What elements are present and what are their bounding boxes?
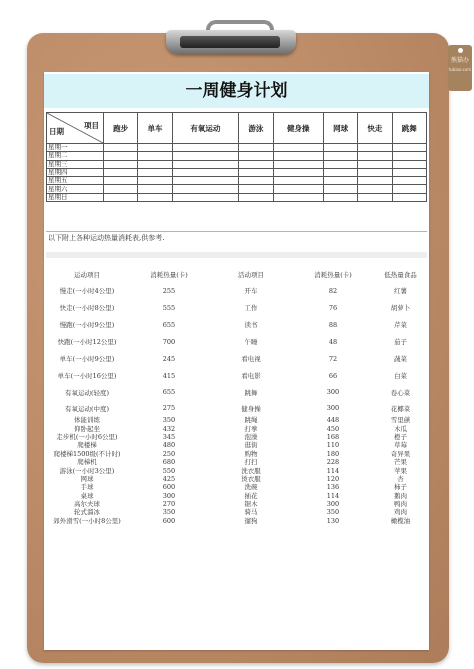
reference-cell: 255 — [162, 286, 176, 295]
tag-subtext: tubiao.com — [448, 67, 472, 72]
divider-line — [46, 231, 427, 232]
reference-cell: 洗碗 — [244, 483, 258, 492]
reference-cell: 工作 — [244, 304, 258, 312]
plan-cell[interactable] — [239, 177, 273, 185]
plan-cell[interactable] — [172, 160, 239, 168]
activity-header: 有氧运动 — [172, 113, 239, 144]
reference-cell: 洗衣服 — [241, 466, 261, 475]
reference-cell: 红薯 — [394, 287, 407, 295]
reference-cell: 480 — [162, 441, 176, 450]
plan-cell[interactable] — [172, 177, 239, 185]
plan-cell[interactable] — [358, 193, 392, 201]
weekly-row — [47, 152, 427, 160]
gray-band — [46, 252, 427, 258]
reference-cell: 花椰菜 — [390, 404, 411, 413]
day-label: 星期日 — [47, 193, 104, 201]
reference-row — [46, 367, 427, 384]
reference-cell: 350 — [326, 508, 340, 517]
plan-cell[interactable] — [392, 168, 426, 176]
reference-cell: 爬梯机 — [77, 458, 97, 467]
reference-row — [46, 466, 427, 474]
reference-row — [46, 483, 427, 491]
tag-text: 熊猫办 — [450, 57, 469, 64]
day-label: 星期一 — [47, 144, 104, 152]
reference-cell: 432 — [162, 424, 176, 433]
reference-cell: 有氧运动(中度) — [64, 404, 110, 413]
reference-cell: 杏 — [397, 474, 404, 483]
plan-cell[interactable] — [273, 168, 323, 176]
reference-row — [46, 416, 427, 424]
reference-row — [46, 299, 427, 316]
weekly-row — [47, 177, 427, 185]
plan-cell[interactable] — [392, 185, 426, 193]
reference-cell: 爬楼梯 — [77, 441, 97, 450]
reference-row — [46, 458, 427, 466]
hang-tag — [448, 45, 472, 91]
plan-cell[interactable] — [392, 144, 426, 152]
reference-cell: 橙子 — [394, 432, 407, 441]
reference-cell: 爬楼梯1500级(不计时) — [53, 449, 121, 458]
reference-cell: 慢走(一小时4公里) — [59, 287, 115, 295]
corner-right-label: 项目 — [84, 121, 99, 130]
reference-cell: 450 — [326, 424, 340, 433]
plan-cell[interactable] — [358, 160, 392, 168]
plan-cell[interactable] — [358, 177, 392, 185]
reference-cell: 苹果 — [394, 466, 407, 475]
plan-cell[interactable] — [138, 177, 172, 185]
activity-header: 跑步 — [104, 113, 138, 144]
reference-row — [46, 433, 427, 441]
plan-cell[interactable] — [104, 168, 138, 176]
reference-cell: 橄榄油 — [390, 516, 411, 525]
plan-cell[interactable] — [239, 168, 273, 176]
reference-cell: 250 — [162, 449, 176, 458]
reference-cell: 228 — [326, 458, 340, 467]
day-label: 星期二 — [47, 152, 104, 160]
activity-header: 跳舞 — [392, 113, 426, 144]
reference-cell: 卷心菜 — [390, 388, 411, 397]
page-title: 一周健身计划 — [44, 74, 429, 108]
reference-cell: 114 — [326, 491, 340, 500]
reference-cell: 168 — [326, 432, 340, 441]
plan-cell[interactable] — [273, 193, 323, 201]
reference-cell: 慢跑(一小时9公里) — [59, 321, 115, 329]
reference-header: 低热量食品 — [384, 271, 417, 279]
plan-cell[interactable] — [392, 177, 426, 185]
calorie-reference-table — [46, 267, 427, 525]
plan-cell[interactable] — [239, 152, 273, 160]
plan-cell[interactable] — [239, 160, 273, 168]
plan-cell[interactable] — [138, 193, 172, 201]
plan-cell[interactable] — [358, 185, 392, 193]
plan-cell[interactable] — [138, 168, 172, 176]
day-label: 星期六 — [47, 185, 104, 193]
weekly-plan-table — [46, 112, 427, 202]
reference-cell: 88 — [328, 320, 338, 329]
reference-header: 消耗热量(卡) — [150, 271, 188, 279]
reference-cell: 快走(一小时8公里) — [59, 304, 115, 312]
reference-cell: 逛街 — [244, 441, 258, 450]
plan-cell[interactable] — [323, 144, 357, 152]
plan-cell[interactable] — [172, 152, 239, 160]
weekly-row — [47, 160, 427, 168]
reference-cell: 购物 — [244, 449, 258, 458]
reference-cell: 芒果 — [394, 458, 407, 467]
plan-cell[interactable] — [138, 160, 172, 168]
weekly-header-row — [47, 113, 427, 144]
activity-header: 网球 — [323, 113, 357, 144]
plan-cell[interactable] — [392, 152, 426, 160]
reference-cell: 郊外滑雪(一小时8公里) — [53, 516, 121, 525]
reference-cell: 136 — [326, 483, 340, 492]
plan-cell[interactable] — [273, 185, 323, 193]
reference-cell: 680 — [162, 458, 176, 467]
plan-cell[interactable] — [138, 144, 172, 152]
activity-header: 健身操 — [273, 113, 323, 144]
plan-cell[interactable] — [172, 144, 239, 152]
reference-cell: 体能训练 — [74, 416, 100, 425]
plan-cell[interactable] — [172, 185, 239, 193]
reference-cell: 180 — [326, 449, 340, 458]
day-label: 星期三 — [47, 160, 104, 168]
reference-row — [46, 350, 427, 367]
reference-cell: 读书 — [244, 321, 258, 329]
reference-row — [46, 450, 427, 458]
reference-body — [46, 267, 427, 525]
reference-cell: 雪里蕻 — [390, 416, 411, 425]
reference-cell: 单车(一小时16公里) — [57, 372, 117, 380]
reference-cell: 锯木 — [244, 500, 258, 509]
reference-row — [46, 384, 427, 400]
reference-cell: 鸡肉 — [394, 508, 407, 517]
corner-cell — [47, 113, 104, 144]
reference-row — [46, 500, 427, 508]
reference-cell: 鹅肉 — [394, 491, 407, 500]
plan-cell[interactable] — [104, 177, 138, 185]
reference-row — [46, 441, 427, 449]
reference-cell: 打拳 — [244, 424, 258, 433]
reference-cell: 白菜 — [394, 372, 407, 380]
plan-cell[interactable] — [323, 152, 357, 160]
reference-cell: 110 — [326, 441, 340, 450]
reference-cell: 看电视 — [241, 355, 261, 363]
reference-cell: 600 — [162, 516, 176, 525]
reference-cell: 700 — [162, 337, 176, 346]
reference-cell: 300 — [162, 491, 176, 500]
reference-cell: 275 — [162, 404, 176, 412]
reference-cell: 泡澡 — [244, 432, 258, 441]
reference-header: 活动项目 — [238, 271, 264, 279]
activity-header: 单车 — [138, 113, 172, 144]
reference-cell: 425 — [162, 474, 176, 483]
reference-cell: 鸭肉 — [394, 500, 407, 509]
reference-cell: 看电影 — [241, 372, 261, 380]
reference-cell: 48 — [328, 337, 338, 346]
plan-cell[interactable] — [323, 160, 357, 168]
reference-cell: 骑马 — [244, 508, 258, 517]
reference-cell: 茄子 — [394, 338, 407, 346]
reference-cell: 270 — [162, 500, 176, 509]
plan-cell[interactable] — [392, 193, 426, 201]
plan-cell[interactable] — [358, 144, 392, 152]
reference-cell: 655 — [162, 388, 176, 396]
plan-cell[interactable] — [138, 152, 172, 160]
reference-row — [46, 517, 427, 525]
plan-cell[interactable] — [273, 177, 323, 185]
reference-row — [46, 333, 427, 350]
tag-hole — [458, 48, 463, 53]
reference-cell: 蔬菜 — [394, 355, 407, 363]
reference-cell: 柿子 — [394, 483, 407, 492]
reference-cell: 245 — [162, 354, 176, 363]
reference-cell: 120 — [326, 474, 340, 483]
plan-cell[interactable] — [273, 160, 323, 168]
reference-cell: 655 — [162, 320, 176, 329]
reference-cell: 快跑(一小时12公里) — [57, 338, 117, 346]
reference-cell: 300 — [326, 388, 340, 396]
reference-cell: 仰卧起坐 — [74, 424, 100, 433]
reference-cell: 82 — [328, 286, 338, 295]
reference-cell: 600 — [162, 483, 176, 492]
reference-cell: 打扫 — [244, 458, 258, 467]
activity-header: 游泳 — [239, 113, 273, 144]
reference-row — [46, 424, 427, 432]
reference-header: 消耗热量(卡) — [314, 271, 352, 279]
reference-header: 运动项目 — [74, 271, 100, 279]
reference-cell: 415 — [162, 371, 176, 380]
weekly-row — [47, 168, 427, 176]
reference-cell: 午睡 — [244, 338, 258, 346]
plan-cell[interactable] — [104, 152, 138, 160]
plan-cell[interactable] — [358, 152, 392, 160]
weekly-row — [47, 144, 427, 152]
reference-cell: 345 — [162, 432, 176, 441]
reference-cell: 烫衣服 — [241, 474, 261, 483]
plan-cell[interactable] — [273, 144, 323, 152]
reference-cell: 手球 — [80, 483, 94, 492]
reference-cell: 走步机(一小时6公里) — [56, 432, 118, 441]
plan-cell[interactable] — [323, 168, 357, 176]
corner-left-label: 日期 — [49, 127, 64, 136]
day-label: 星期四 — [47, 168, 104, 176]
reference-cell: 健身操 — [241, 404, 261, 413]
reference-cell: 草莓 — [394, 441, 407, 450]
reference-cell: 350 — [162, 416, 176, 425]
plan-cell[interactable] — [273, 152, 323, 160]
reference-header-row — [46, 267, 427, 282]
plan-cell[interactable] — [138, 185, 172, 193]
reference-cell: 有氧运动(轻度) — [64, 388, 110, 397]
plan-cell[interactable] — [239, 185, 273, 193]
reference-cell: 跳舞 — [244, 388, 258, 397]
reference-cell: 300 — [326, 404, 340, 412]
plan-cell[interactable] — [392, 160, 426, 168]
reference-cell: 插花 — [244, 491, 258, 500]
plan-cell[interactable] — [239, 193, 273, 201]
activity-header: 快走 — [358, 113, 392, 144]
weekly-body — [47, 144, 427, 202]
plan-cell[interactable] — [104, 144, 138, 152]
reference-cell: 550 — [162, 466, 176, 475]
reference-row — [46, 316, 427, 333]
reference-cell: 76 — [328, 303, 338, 312]
weekly-row — [47, 185, 427, 193]
reference-cell: 448 — [326, 416, 340, 425]
plan-cell[interactable] — [104, 193, 138, 201]
reference-cell: 130 — [326, 516, 340, 525]
paper-sheet — [44, 72, 429, 650]
reference-cell: 单车(一小时9公里) — [59, 355, 115, 363]
reference-cell: 胡萝卜 — [390, 304, 411, 312]
reference-row — [46, 400, 427, 416]
reference-note: 以下附上各种运动热量消耗表,供参考. — [48, 234, 165, 242]
plan-cell[interactable] — [358, 168, 392, 176]
reference-cell: 高尔夫球 — [74, 500, 100, 509]
reference-cell: 芹菜 — [394, 321, 407, 329]
reference-cell: 72 — [328, 354, 338, 363]
reference-cell: 66 — [328, 371, 338, 380]
reference-cell: 555 — [162, 303, 176, 312]
reference-cell: 350 — [162, 508, 176, 517]
reference-cell: 轮式溜冰 — [74, 508, 100, 517]
reference-cell: 跳绳 — [244, 416, 258, 425]
plan-cell[interactable] — [323, 177, 357, 185]
plan-cell[interactable] — [239, 144, 273, 152]
plan-cell[interactable] — [172, 193, 239, 201]
reference-cell: 奇异果 — [390, 449, 411, 458]
reference-row — [46, 475, 427, 483]
reference-cell: 遛狗 — [244, 516, 258, 525]
plan-cell[interactable] — [323, 193, 357, 201]
weekly-row — [47, 193, 427, 201]
reference-cell: 300 — [326, 500, 340, 509]
reference-row — [46, 508, 427, 516]
reference-cell: 114 — [326, 466, 340, 475]
clip-bar — [180, 36, 280, 48]
reference-cell: 网球 — [80, 474, 94, 483]
reference-row — [46, 282, 427, 299]
day-label: 星期五 — [47, 177, 104, 185]
reference-cell: 游泳(一小时3公里) — [59, 466, 115, 475]
plan-cell[interactable] — [104, 160, 138, 168]
plan-cell[interactable] — [172, 168, 239, 176]
reference-cell: 开车 — [244, 287, 258, 295]
reference-cell: 桌球 — [80, 491, 94, 500]
plan-cell[interactable] — [104, 185, 138, 193]
plan-cell[interactable] — [323, 185, 357, 193]
reference-row — [46, 492, 427, 500]
reference-cell: 木瓜 — [394, 424, 407, 433]
